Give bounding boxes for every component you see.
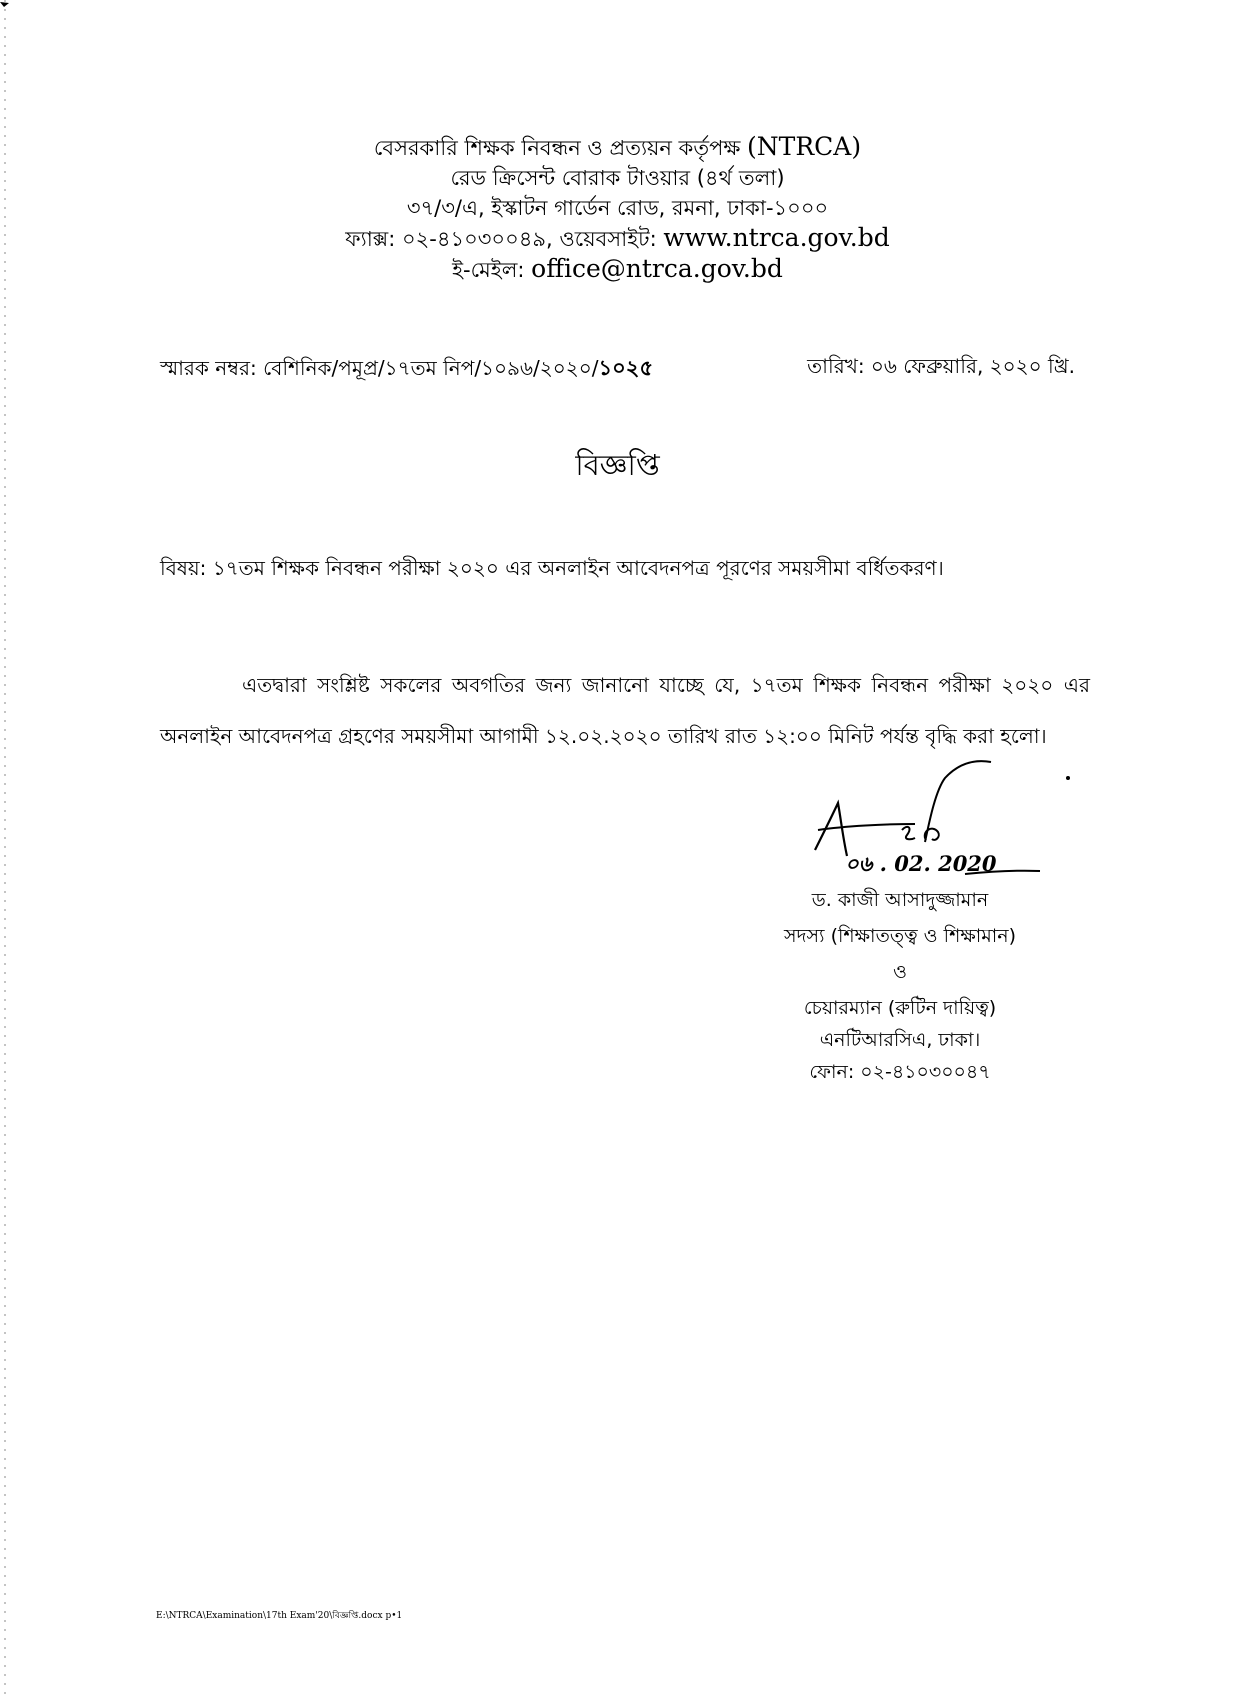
signatory-designation: সদস্য (শিক্ষাতত্ত্ব ও শিক্ষামান): [783, 925, 1017, 947]
footer-file-path: E:\NTRCA\Examination\17th Exam'20\বিজ্ঞপ্তি.docx p•1: [156, 1611, 403, 1621]
org-abbreviation: (NTRCA): [747, 132, 862, 161]
signatory-office: এনটিআরসিএ, ঢাকা।: [819, 1029, 981, 1051]
org-name-line: [0, 132, 1235, 163]
memo-number-handwritten: ১০২৫: [598, 356, 654, 380]
org-name: বেসরকারি শিক্ষক নিবন্ধন ও প্রত্যয়ন কর্তৃপক্ষ: [373, 136, 741, 160]
fax-label: ফ্যাক্স: ০২-৪১০৩০০৪৯, ওয়েবসাইট:: [345, 227, 657, 251]
memo-number-prefix: স্মারক নম্বর: বেশিনিক/পমূপ্র/১৭তম নিপ/১০৯৬/২০২০/: [160, 356, 599, 380]
email-link[interactable]: office@ntrca.gov.bd: [531, 254, 783, 283]
signatory-role: চেয়ারম্যান (রুটিন দায়িত্ব): [803, 997, 997, 1019]
email-label: ই-মেইল:: [452, 258, 525, 282]
building-address: রেড ক্রিসেন্ট বোরাক টাওয়ার (৪র্থ তলা): [450, 166, 785, 190]
signature-date: ০৬ . 02. 2020: [845, 851, 997, 876]
signatory-block: [740, 884, 1060, 1088]
letterhead: [0, 132, 1235, 285]
notice-body-line-1: এতদ্বারা সংশ্লিষ্ট সকলের অবগতির জন্য জানানো যাচ্ছে যে, ১৭তম শিক্ষক নিবন্ধন পরীক্ষা ২০২০ এর: [242, 673, 1090, 697]
street-address: ৩৭/৩/এ, ইস্কাটন গার্ডেন রোড, রমনা, ঢাকা-১০০০: [406, 196, 829, 220]
signatory-conjunction: ও: [893, 961, 907, 983]
notice-subject: বিষয়: ১৭তম শিক্ষক নিবন্ধন পরীক্ষা ২০২০ এর অনলাইন আবেদনপত্র পূরণের সময়সীমা বর্ধিতকরণ।: [160, 556, 944, 580]
notice-body-line-2: অনলাইন আবেদনপত্র গ্রহণের সময়সীমা আগামী ১২.০২.২০২০ তারিখ রাত ১২:০০ মিনিট পর্যন্ত বৃদ্ধি করা হলো।: [160, 724, 1047, 748]
website-link[interactable]: www.ntrca.gov.bd: [663, 223, 890, 252]
memo-date: তারিখ: ০৬ ফেব্রুয়ারি, ২০২০ খ্রি.: [807, 354, 1075, 378]
notice-title: বিজ্ঞপ্তি: [575, 448, 660, 482]
fax-website-line: [0, 223, 1235, 254]
signatory-name: ড. কাজী আসাদুজ্জামান: [811, 889, 989, 911]
signatory-phone: ফোন: ০২-৪১০৩০০৪৭: [809, 1061, 991, 1083]
email-line: [0, 254, 1235, 285]
memo-number: [160, 352, 653, 387]
notice-body: [160, 660, 1090, 762]
